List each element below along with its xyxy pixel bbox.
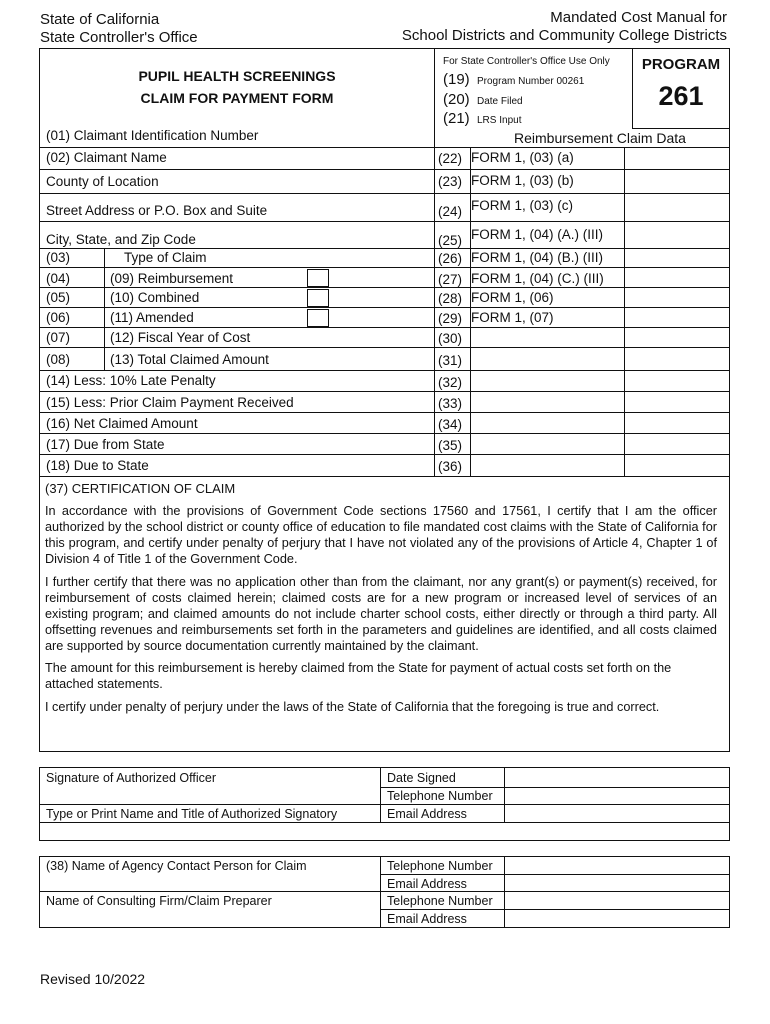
form-subtitle: CLAIM FOR PAYMENT FORM [140, 90, 334, 106]
certification-paragraph-2: I further certify that there was no application other than from the claimant, nor any grant(s) or payment(s) received, for reimbursement of costs claimed herein; claimed costs are for a new program or increased level of services of an existing program; and claimed amounts do not include charter school costs, either directly or through a third party. All offsetting revenues and reimbursements set forth in the parameters and guidelines are identified, and all costs claimed are supported by source documentation currently maintained by the claimant. [45, 575, 717, 653]
amended-label: (11) Amended [110, 310, 194, 325]
reimbursement-claim-data-header: Reimbursement Claim Data [514, 130, 686, 146]
signature-officer-label: Signature of Authorized Officer [46, 771, 217, 785]
row-25-label: FORM 1, (04) (A.) (III) [471, 227, 604, 242]
field-21-number: (21) [443, 110, 470, 127]
row-07-number: (07) [46, 330, 71, 345]
total-claimed-label: (13) Total Claimed Amount [110, 352, 269, 367]
combined-label: (10) Combined [110, 290, 200, 305]
form-title: PUPIL HEALTH SCREENINGS [138, 68, 336, 84]
date-signed-input[interactable] [506, 769, 734, 785]
manual-subtitle: School Districts and Community College Districts [401, 27, 727, 44]
row-35-number: (35) [438, 438, 463, 453]
manual-title: Mandated Cost Manual for [550, 9, 727, 26]
signature-telephone-input[interactable] [506, 788, 734, 802]
row-05-number: (05) [46, 290, 71, 305]
row-26-label: FORM 1, (04) (B.) (III) [471, 250, 604, 265]
program-label: PROGRAM [641, 56, 721, 73]
row-27-label: FORM 1, (04) (C.) (III) [471, 271, 604, 286]
street-label: Street Address or P.O. Box and Suite [46, 203, 268, 218]
net-claimed-label: (16) Net Claimed Amount [46, 416, 198, 431]
revision-date: Revised 10/2022 [40, 971, 146, 987]
type-print-name-label: Type or Print Name and Title of Authorized Signatory [46, 807, 338, 821]
consultant-email-label: Email Address [387, 912, 467, 926]
row-29-number: (29) [438, 311, 463, 326]
row-29-label: FORM 1, (07) [471, 310, 554, 325]
signature-email-input[interactable] [506, 806, 734, 820]
program-number: 261 [658, 81, 704, 111]
consultant-telephone-input[interactable] [506, 893, 734, 907]
consultant-email-input[interactable] [506, 911, 734, 925]
reimbursement-checkbox[interactable] [307, 269, 329, 287]
row-04-number: (04) [46, 271, 71, 286]
program-number-label: Program Number 00261 [477, 76, 585, 87]
reimbursement-label: (09) Reimbursement [110, 271, 234, 286]
consultant-telephone-label: Telephone Number [387, 894, 493, 908]
row-28-number: (28) [438, 291, 463, 306]
consulting-firm-label: Name of Consulting Firm/Claim Preparer [46, 894, 272, 908]
claimant-name-label: (02) Claimant Name [46, 150, 167, 165]
row-25-number: (25) [438, 233, 463, 248]
contact-email-input[interactable] [506, 876, 734, 890]
row-30-number: (30) [438, 331, 463, 346]
row-31-number: (31) [438, 353, 463, 368]
sco-use-only-label: For State Controller's Office Use Only [443, 56, 610, 67]
date-filed-label: Date Filed [477, 96, 523, 107]
row-32-number: (32) [438, 375, 463, 390]
claimant-id-label: (01) Claimant Identification Number [46, 128, 259, 143]
certification-paragraph-4: I certify under penalty of perjury under the laws of the State of California that the foregoing is true and correct. [45, 700, 660, 714]
county-label: County of Location [46, 174, 159, 189]
late-penalty-label: (14) Less: 10% Late Penalty [46, 373, 216, 388]
certification-paragraph-1: In accordance with the provisions of Government Code sections 17560 and 17561, I certify that I am the officer authorized by the school district or county office of education to file mandated cost claims with the State of California for this program, and certify under penalty of perjury that I have not violated any of the provisions of Article 4, Chapter 1 of Division 4 of Title 1 of the Government Code. [45, 504, 717, 566]
row-22-label: FORM 1, (03) (a) [471, 150, 574, 165]
row-06-number: (06) [46, 310, 71, 325]
state-of-california: State of California [40, 11, 160, 28]
lrs-input-label: LRS Input [477, 115, 522, 126]
prior-payment-label: (15) Less: Prior Claim Payment Received [46, 395, 294, 410]
certification-heading: (37) CERTIFICATION OF CLAIM [45, 481, 236, 496]
city-state-zip-label: City, State, and Zip Code [46, 232, 196, 247]
contact-telephone-label: Telephone Number [387, 859, 493, 873]
row-03-number: (03) [46, 250, 71, 265]
row-26-number: (26) [438, 251, 463, 266]
due-to-state-label: (18) Due to State [46, 458, 149, 473]
fiscal-year-label: (12) Fiscal Year of Cost [110, 330, 251, 345]
row-27-number: (27) [438, 272, 463, 287]
row-23-number: (23) [438, 174, 463, 189]
type-of-claim-label: Type of Claim [124, 250, 207, 265]
contact-telephone-input[interactable] [506, 858, 734, 872]
row-08-number: (08) [46, 352, 71, 367]
row-24-label: FORM 1, (03) (c) [471, 198, 574, 213]
combined-checkbox[interactable] [307, 289, 329, 307]
row-34-number: (34) [438, 417, 463, 432]
signature-email-label: Email Address [387, 807, 467, 821]
field-19-number: (19) [443, 71, 470, 88]
row-36-number: (36) [438, 459, 463, 474]
date-signed-label: Date Signed [387, 771, 456, 785]
row-33-number: (33) [438, 396, 463, 411]
signature-telephone-label: Telephone Number [387, 789, 493, 803]
field-20-number: (20) [443, 91, 470, 108]
amended-checkbox[interactable] [307, 309, 329, 327]
agency-contact-label: (38) Name of Agency Contact Person for Claim [46, 859, 307, 873]
due-from-state-label: (17) Due from State [46, 437, 165, 452]
certification-paragraph-3: The amount for this reimbursement is hereby claimed from the State for payment of actual costs set forth on the attached statements. [45, 661, 672, 691]
contact-email-label: Email Address [387, 877, 467, 891]
row-28-label: FORM 1, (06) [471, 290, 554, 305]
state-controllers-office: State Controller's Office [40, 29, 198, 46]
row-23-label: FORM 1, (03) (b) [471, 173, 574, 188]
row-22-number: (22) [438, 151, 463, 166]
row-24-number: (24) [438, 204, 463, 219]
